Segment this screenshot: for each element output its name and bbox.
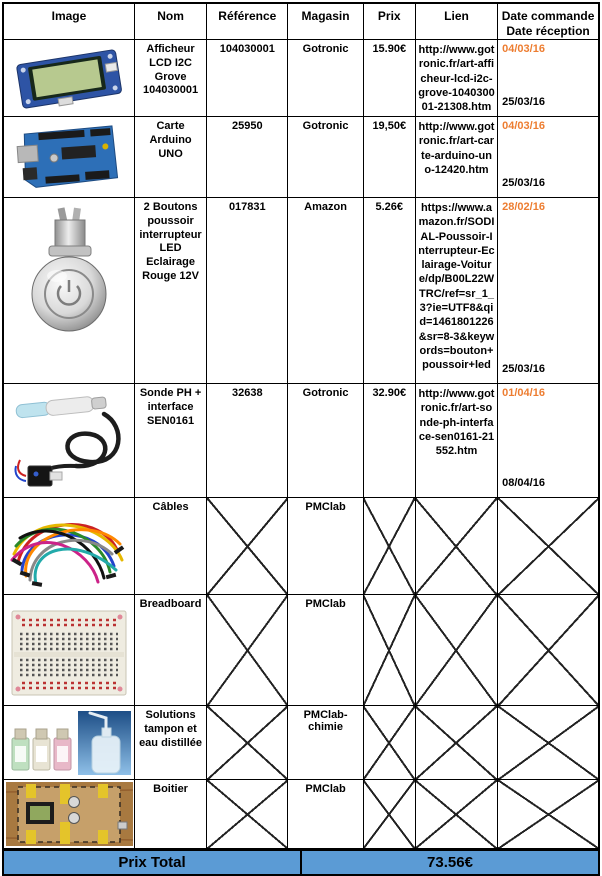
product-image-cell xyxy=(3,780,134,850)
crossed-cell xyxy=(363,706,415,780)
lien-cell: http://www.gotronic.fr/art-afficheur-lcd-i2c-grove-104030001-21308.htm xyxy=(415,40,497,117)
lien-cell: https://www.amazon.fr/SODIAL-Poussoir-Interrupteur-Eclairage-Voiture/dp/B00L22WTRC/ref=sr_1_3?ie=UTF8&qid=1461801226&sr=8-3&keywords=bouton+poussoir+led xyxy=(415,198,497,384)
magasin-cell: Gotronic xyxy=(288,117,363,198)
table-row xyxy=(3,780,599,850)
dates-cell xyxy=(498,40,599,117)
crossed-cell xyxy=(363,780,415,850)
header-date-reception: Date réception xyxy=(506,24,590,38)
magasin-cell: PMClab xyxy=(288,595,363,706)
table-row xyxy=(3,384,599,498)
reference-cell: 25950 xyxy=(207,117,288,198)
prix-cell: 32.90€ xyxy=(363,384,415,498)
product-image-cell xyxy=(3,595,134,706)
magasin-cell: Gotronic xyxy=(288,40,363,117)
table-row xyxy=(3,198,599,384)
date-commande: 28/02/16 xyxy=(502,201,545,213)
magasin-cell: PMClab xyxy=(288,780,363,850)
crossed-cell xyxy=(207,706,288,780)
total-label: Prix Total xyxy=(4,851,302,874)
header-lien: Lien xyxy=(415,3,497,40)
table-row xyxy=(3,595,599,706)
crossed-cell xyxy=(415,706,497,780)
date-reception: 25/03/16 xyxy=(502,363,545,375)
header-date-commande: Date commande xyxy=(501,9,595,23)
product-image-cell xyxy=(3,498,134,595)
crossed-cell xyxy=(207,498,288,595)
magasin-cell: Gotronic xyxy=(288,384,363,498)
header-prix: Prix xyxy=(363,3,415,40)
nom-cell: Afficheur LCD I2C Grove 104030001 xyxy=(134,40,206,117)
date-reception: 08/04/16 xyxy=(502,477,545,489)
table-row xyxy=(3,117,599,198)
prix-cell: 15.90€ xyxy=(363,40,415,117)
header-magasin: Magasin xyxy=(288,3,363,40)
header-image: Image xyxy=(3,3,134,40)
document-page xyxy=(0,2,602,871)
carte-arduino-uno-photo xyxy=(10,119,128,195)
magasin-cell: Amazon xyxy=(288,198,363,384)
table-row xyxy=(3,706,599,780)
nom-cell: Carte Arduino UNO xyxy=(134,117,206,198)
bouton-poussoir-led-photo xyxy=(19,206,119,346)
header-row xyxy=(3,3,599,40)
table-row xyxy=(3,40,599,117)
crossed-cell xyxy=(363,498,415,595)
lien-cell: http://www.gotronic.fr/art-sonde-ph-interface-sen0161-21552.htm xyxy=(415,384,497,498)
cables-jumper-photo xyxy=(6,500,132,592)
nom-cell: Breadboard xyxy=(134,595,206,706)
date-reception: 25/03/16 xyxy=(502,96,545,108)
breadboard-photo xyxy=(6,605,132,703)
crossed-cell xyxy=(415,595,497,706)
header-nom: Nom xyxy=(134,3,206,40)
product-image-cell xyxy=(3,40,134,117)
nom-cell: Sonde PH + interface SEN0161 xyxy=(134,384,206,498)
table-row xyxy=(3,498,599,595)
nom-cell: Boitier xyxy=(134,780,206,850)
magasin-cell: PMClab-chimie xyxy=(288,706,363,780)
crossed-cell xyxy=(415,498,497,595)
nom-cell: Solutions tampon et eau distillée xyxy=(134,706,206,780)
crossed-cell xyxy=(363,595,415,706)
crossed-cell xyxy=(498,595,599,706)
total-value: 73.56€ xyxy=(302,851,598,874)
crossed-cell xyxy=(498,498,599,595)
magasin-cell: PMClab xyxy=(288,498,363,595)
date-commande: 01/04/16 xyxy=(502,387,545,399)
components-order-table xyxy=(2,2,600,850)
crossed-cell xyxy=(415,780,497,850)
crossed-cell xyxy=(498,780,599,850)
total-row xyxy=(2,850,600,876)
afficheur-lcd-photo xyxy=(7,42,131,113)
product-image-cell xyxy=(3,198,134,384)
date-commande: 04/03/16 xyxy=(502,43,545,55)
dates-cell xyxy=(498,198,599,384)
date-commande: 04/03/16 xyxy=(502,120,545,132)
reference-cell: 104030001 xyxy=(207,40,288,117)
dates-cell xyxy=(498,384,599,498)
crossed-cell xyxy=(207,595,288,706)
product-image-cell xyxy=(3,706,134,780)
header-reference: Référence xyxy=(207,3,288,40)
date-reception: 25/03/16 xyxy=(502,177,545,189)
crossed-cell xyxy=(207,780,288,850)
prix-cell: 19,50€ xyxy=(363,117,415,198)
prix-cell: 5.26€ xyxy=(363,198,415,384)
boitier-photo xyxy=(6,782,133,846)
sonde-ph-photo xyxy=(6,386,132,492)
nom-cell: Câbles xyxy=(134,498,206,595)
reference-cell: 32638 xyxy=(207,384,288,498)
lien-cell: http://www.gotronic.fr/art-carte-arduino-uno-12420.htm xyxy=(415,117,497,198)
nom-cell: 2 Boutons poussoir interrupteur LED Eclairage Rouge 12V xyxy=(134,198,206,384)
header-dates xyxy=(498,3,599,40)
product-image-cell xyxy=(3,117,134,198)
reference-cell: 017831 xyxy=(207,198,288,384)
solutions-tampon-photo xyxy=(6,708,133,777)
product-image-cell xyxy=(3,384,134,498)
dates-cell xyxy=(498,117,599,198)
crossed-cell xyxy=(498,706,599,780)
